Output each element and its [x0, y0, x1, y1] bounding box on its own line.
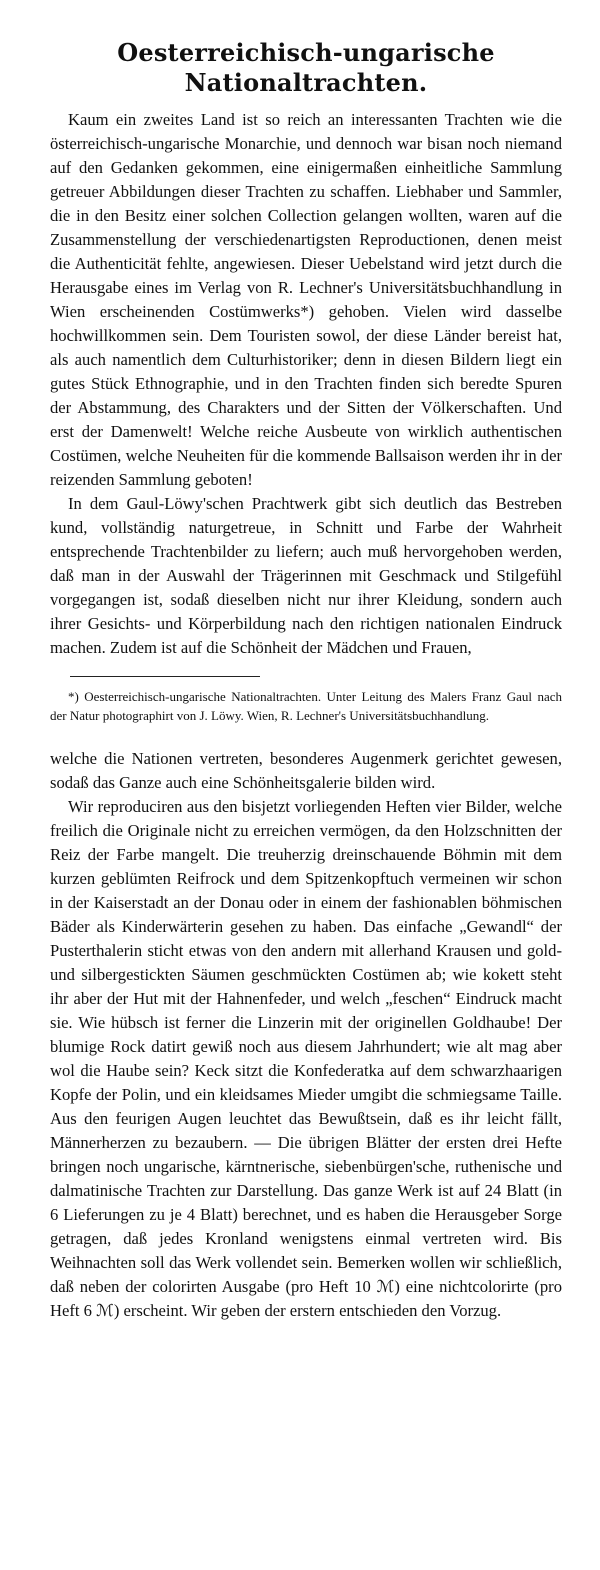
paragraph-continuation: welche die Nationen vertreten, besonderes Augenmerk gerichtet gewesen, sodaß das Ganze auch eine Schönheitsgalerie bilden wird.: [50, 749, 562, 792]
footnote: *) Oesterreichisch-ungarische Nationaltrachten. Unter Leitung des Malers Franz Gaul nach der Natur photographirt von J. Löwy. Wien, R. Lechner's Universitätsbuchhandlung.: [50, 689, 562, 723]
paragraph-gaul-loewy: In dem Gaul-Löwy'schen Prachtwerk gibt sich deutlich das Bestreben kund, vollständig naturgetreue, in Schnitt und Farbe der Wahrheit entsprechende Trachtenbilder zu liefern; auch muß hervorgehoben werden, daß man in der Auswahl der Trägerinnen mit Geschmack und Stilgefühl vorgegangen ist, sodaß dieselben nicht nur ihrer Kleidung, sondern auch ihrer Gesichts- und Körperbildung nach den richtigen nationalen Eindruck machen. Zudem ist auf die Schönheit der Mädchen und Frauen,: [50, 494, 562, 657]
article-title: Oesterreichisch-ungarische Nationaltrachten.: [117, 38, 495, 97]
paragraph-illustrations: Wir reproduciren aus den bisjetzt vorliegenden Heften vier Bilder, welche freilich die Originale nicht zu erreichen vermögen, da den Holzschnitten der Reiz der Farbe mangelt. Die treuherzig dreinschauende Böhmin mit dem kurzen geblümten Reifrock und dem Spitzenkopftuch vermeinen wir schon in der Kaiserstadt an der Donau oder in einem der fashionablen böhmischen Bäder als Kinderwärterin gesehen zu haben. Das einfache „Gewandl“ der Pusterthalerin sticht etwas von den andern mit allerhand Krausen und gold- und silbergestickten Säumen geschmückten Costümen ab; wie kokett steht ihr aber der Hut mit der Hahnenfeder, und welch „feschen“ Eindruck macht sie. Wie hübsch ist ferner die Linzerin mit der originellen Goldhaube! Der blumige Rock datirt gewiß noch aus diesem Jahrhundert; wie alt mag aber wol die Haube sein? Keck sitzt die Konfederatka auf dem schwarzhaarigen Kopfe der Polin, und ein kleidsames Mieder umgibt die schmiegsame Taille. Aus den feurigen Augen leuchtet das Bewußtsein, daß es ihr leicht fällt, Männerherzen zu bezaubern. — Die übrigen Blätter der ersten drei Hefte bringen noch ungarische, kärntnerische, siebenbürgen'sche, ruthenische und dalmatinische Trachten zur Darstellung. Das ganze Werk ist auf 24 Blatt (in 6 Lieferungen zu je 4 Blatt) berechnet, und es haben die Herausgeber Sorge getragen, daß jedes Kronland wenigstens einmal vertreten wird. Bis Weihnachten soll das Werk vollendet sein. Bemerken wollen wir schließlich, daß neben der colorirten Ausgabe (pro Heft 10 ℳ) eine nichtcolorirte (pro Heft 6 ℳ) erscheint. Wir geben der erstern entschieden den Vorzug.: [50, 797, 562, 1320]
footnote-separator: [70, 676, 260, 677]
paragraph-intro: Kaum ein zweites Land ist so reich an interessanten Trachten wie die österreichisch-ungarische Monarchie, und dennoch war bisan noch niemand auf den Gedanken gekommen, eine einigermaßen einheitliche Sammlung getreuer Abbildungen dieser Trachten zu schaffen. Liebhaber und Sammler, die in den Besitz einer solchen Collection gelangen wollten, waren auf die Zusammenstellung der verschiedenartigsten Reproductionen, denen meist die Authenticität fehlte, angewiesen. Dieser Uebelstand wird jetzt durch die Herausgabe eines im Verlag von R. Lechner's Universitätsbuchhandlung in Wien erscheinenden Costümwerks*) gehoben. Vielen wird dasselbe hochwillkommen sein. Dem Touristen sowol, der diese Länder bereist hat, als auch namentlich dem Culturhistoriker; denn in diesen Bildern liegt ein gutes Stück Ethnographie, und in den Trachten finden sich beredte Spuren der Abstammung, des Charakters und der Sitten der Völkerschaften. Und erst der Damenwelt! Welche reiche Ausbeute von wirklich authentischen Costümen, welche Neuheiten für die kommende Ballsaison werden ihr in der reizenden Sammlung geboten!: [50, 110, 562, 489]
